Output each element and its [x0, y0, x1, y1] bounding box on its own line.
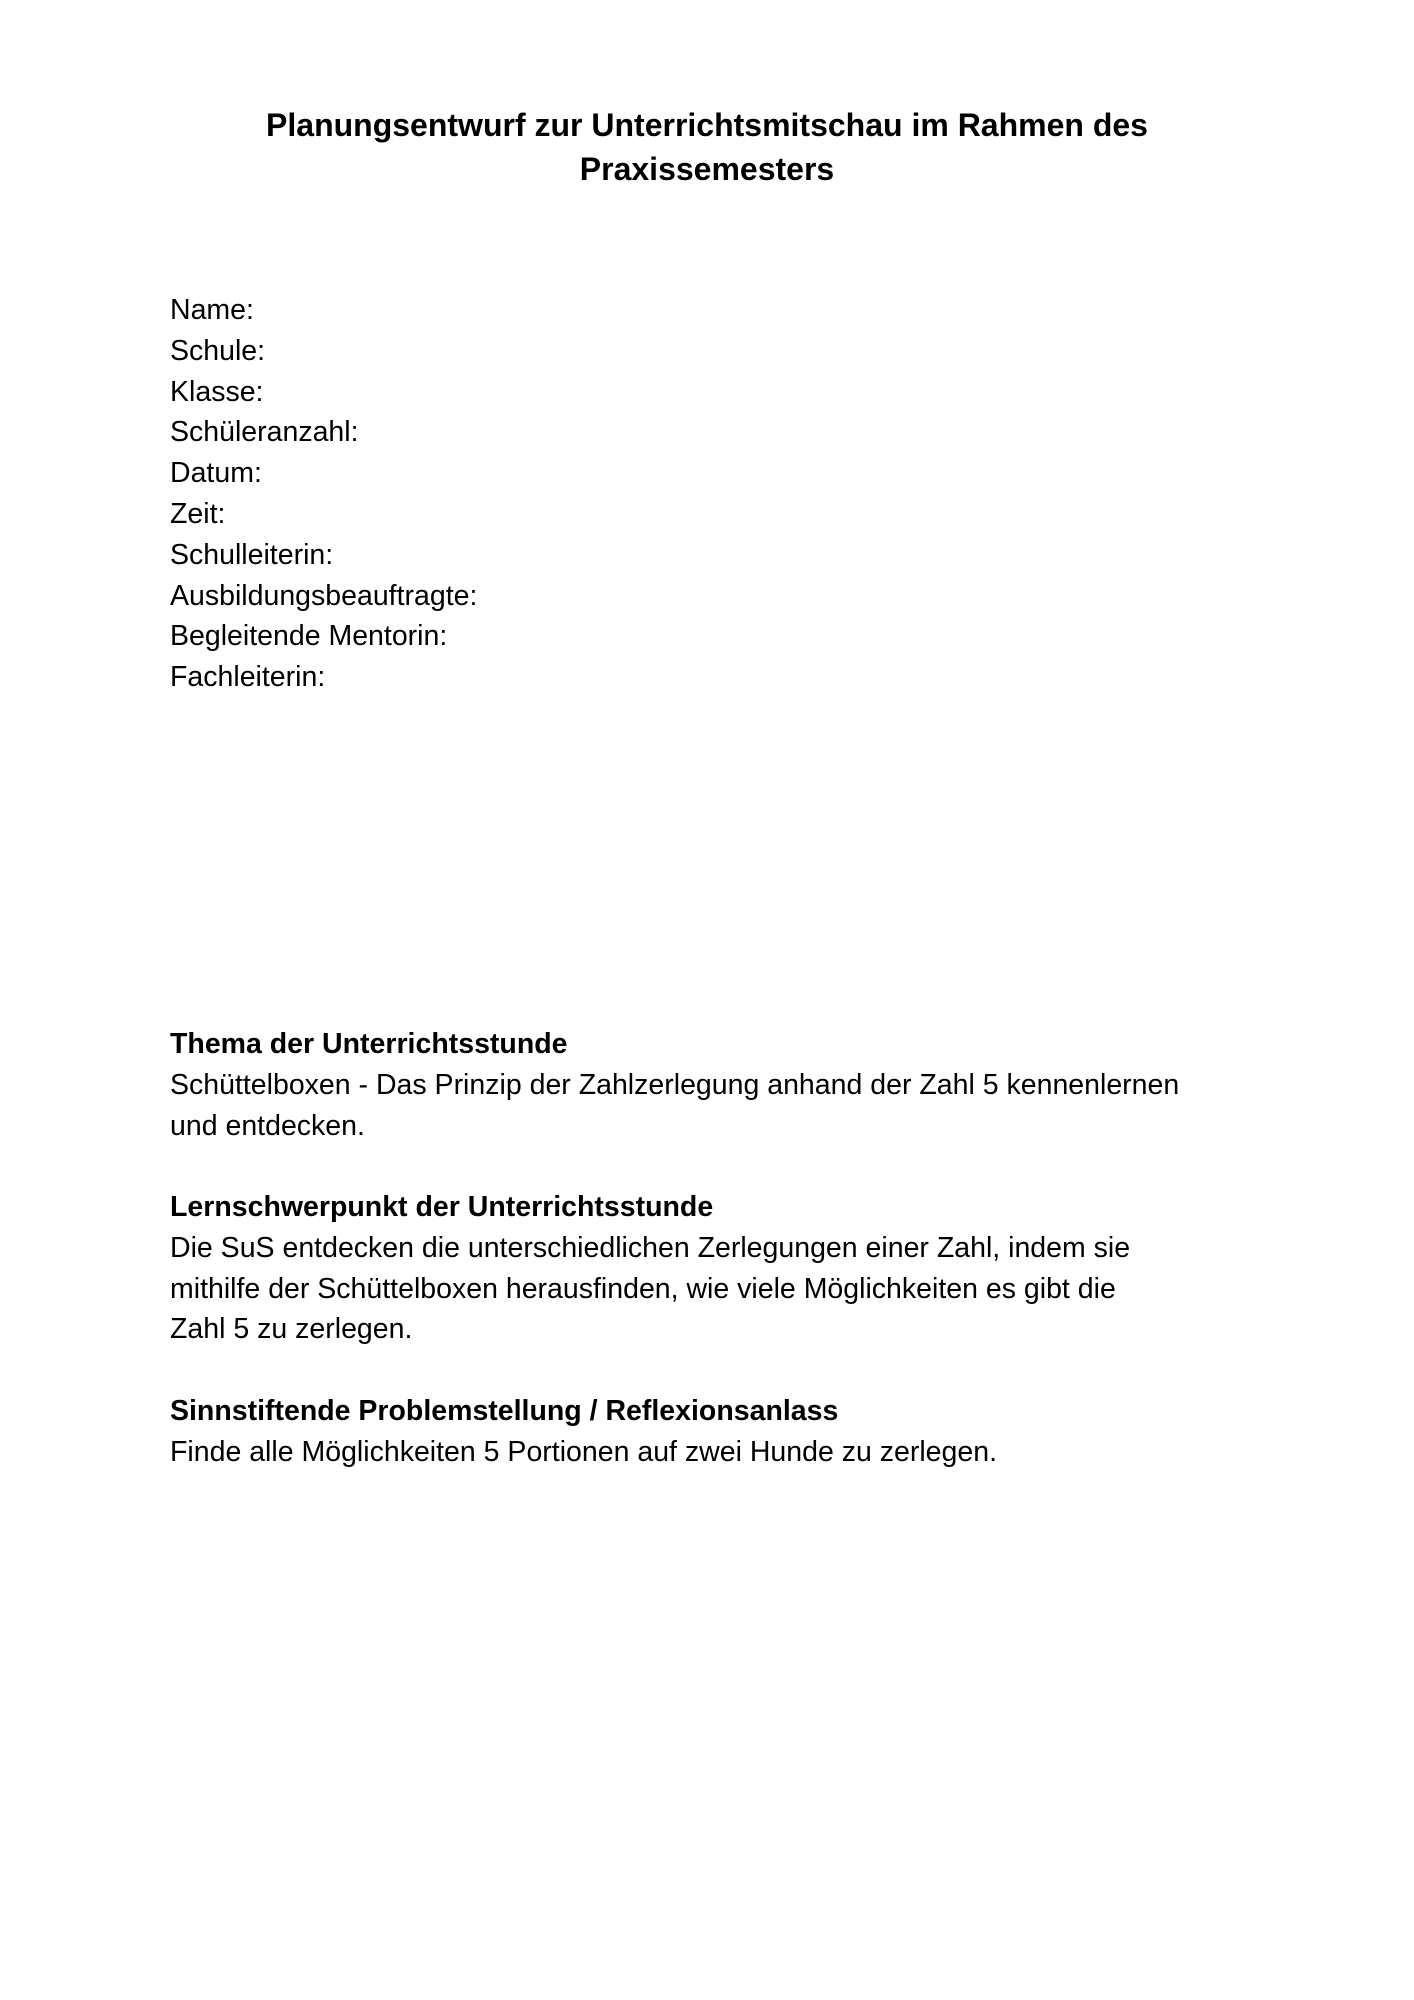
field-ausbildungsbeauftragte: Ausbildungsbeauftragte:: [170, 579, 478, 612]
field-schueleranzahl: Schüleranzahl:: [170, 416, 359, 449]
field-datum: Datum:: [170, 457, 262, 490]
field-zeit: Zeit:: [170, 497, 226, 530]
lernschwerpunkt-line-1: Die SuS entdecken die unterschiedlichen Zerlegungen einer Zahl, indem sie: [170, 1231, 1131, 1264]
title-line-1: Planungsentwurf zur Unterrichtsmitschau im Rahmen des: [266, 107, 1148, 143]
section-body-problemstellung: [170, 1432, 1280, 1473]
thema-line-2: und entdecken.: [170, 1109, 365, 1142]
thema-line-1: Schüttelboxen - Das Prinzip der Zahlzerlegung anhand der Zahl 5 kennenlernen: [170, 1068, 1180, 1101]
section-problemstellung: [170, 1391, 1280, 1473]
section-body-thema: [170, 1065, 1280, 1147]
field-schule: Schule:: [170, 334, 266, 367]
problemstellung-line-1: Finde alle Möglichkeiten 5 Portionen auf zwei Hunde zu zerlegen.: [170, 1435, 997, 1468]
section-heading-lernschwerpunkt: Lernschwerpunkt der Unterrichtsstunde: [170, 1191, 714, 1223]
field-schulleiterin: Schulleiterin:: [170, 538, 334, 571]
lernschwerpunkt-line-3: Zahl 5 zu zerlegen.: [170, 1313, 413, 1346]
field-begleitende-mentorin: Begleitende Mentorin:: [170, 620, 448, 653]
section-body-lernschwerpunkt: [170, 1228, 1280, 1350]
field-klasse: Klasse:: [170, 375, 264, 408]
document-title: [170, 103, 1244, 191]
section-lernschwerpunkt: [170, 1187, 1280, 1350]
info-fields: [170, 290, 970, 698]
section-heading-problemstellung: Sinnstiftende Problemstellung / Reflexionsanlass: [170, 1395, 839, 1427]
section-thema: [170, 1024, 1280, 1146]
section-heading-thema: Thema der Unterrichtsstunde: [170, 1028, 568, 1060]
field-fachleiterin: Fachleiterin:: [170, 661, 326, 694]
lernschwerpunkt-line-2: mithilfe der Schüttelboxen herausfinden, wie viele Möglichkeiten es gibt die: [170, 1272, 1116, 1305]
field-name: Name:: [170, 294, 254, 326]
title-line-2: Praxissemesters: [579, 151, 835, 187]
